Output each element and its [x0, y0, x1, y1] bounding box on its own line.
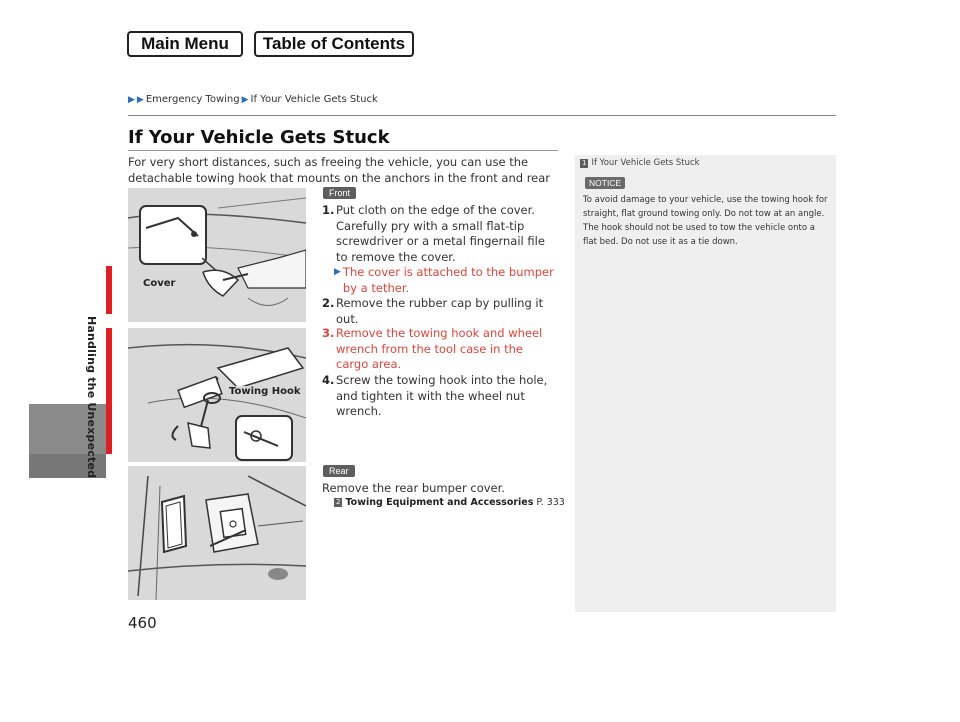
cover-label: Cover: [143, 278, 176, 289]
rear-label-badge: Rear: [323, 465, 355, 477]
breadcrumb: [128, 94, 378, 105]
triangle-icon: ▶: [128, 94, 135, 105]
chapter-accent-bar: [106, 328, 112, 454]
reference-marker-icon: 2: [336, 498, 341, 506]
notice-text: To avoid damage to your vehicle, use the towing hook for straight, flat ground towing only. Do not tow at an angle. The hook should not be used to tow the vehicle onto a flat bed. Do not use it as a tie down.: [583, 195, 828, 247]
step-2: 2. Remove the rubber cap by pulling it out.: [322, 296, 544, 326]
front-label-badge: Front: [323, 187, 356, 199]
note-heading: 1 If Your Vehicle Gets Stuck: [582, 158, 700, 168]
page-number: 460: [128, 614, 157, 632]
triangle-icon: ▶: [334, 267, 341, 277]
intro-text: For very short distances, such as freeing the vehicle, you can use the detachable towing hook that mounts on the anchors in the front and rear: [128, 155, 551, 185]
chapter-accent-bar: [106, 266, 112, 314]
cross-reference-link[interactable]: 2 Towing Equipment and Accessories P. 333: [336, 497, 565, 508]
rear-illustration: [128, 466, 306, 600]
title-divider: [128, 150, 558, 151]
breadcrumb-item: If Your Vehicle Gets Stuck: [250, 94, 378, 105]
cover-illustration: [128, 188, 306, 322]
rear-bumper-drawing-icon: [128, 466, 306, 600]
main-menu-button[interactable]: Main Menu: [127, 31, 243, 57]
breadcrumb-item[interactable]: Emergency Towing: [145, 94, 240, 105]
chapter-label: Handling the Unexpected: [85, 316, 98, 479]
rear-instruction: Remove the rear bumper cover.: [322, 481, 505, 495]
page-title: If Your Vehicle Gets Stuck: [128, 127, 390, 148]
towing-hook-label: Towing Hook: [229, 386, 301, 397]
table-of-contents-button[interactable]: Table of Contents: [254, 31, 414, 57]
header-divider: [128, 115, 836, 116]
triangle-icon: ▶: [136, 94, 144, 105]
towing-hook-illustration: [128, 328, 306, 462]
step-1: 1. Put cloth on the edge of the cover. Carefully pry with a small flat-tip screwdriver or a metal fingernail file to remove the cover.: [322, 203, 545, 264]
step-4: 4. Screw the towing hook into the hole, and tighten it with the wheel nut wrench.: [322, 373, 548, 418]
step-3: 3. Remove the towing hook and wheel wrench from the tool case in the cargo area.: [322, 326, 543, 371]
note-marker-icon: 1: [582, 158, 587, 167]
step-1-subnote: ▶ The cover is attached to the bumper by a tether.: [334, 265, 554, 295]
notice-badge: NOTICE: [585, 177, 625, 189]
triangle-icon: ▶: [241, 94, 249, 105]
cover-drawing-icon: [128, 188, 306, 322]
